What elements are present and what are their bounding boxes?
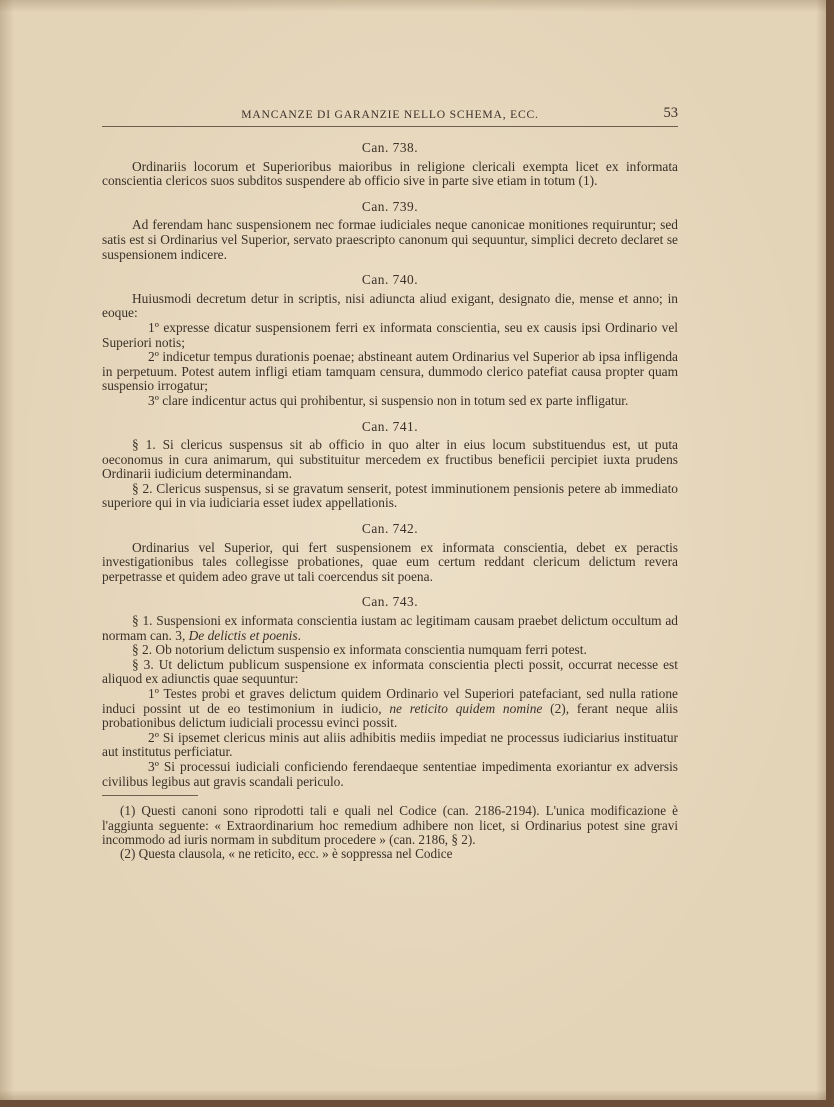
page-edge-bottom [0, 1100, 834, 1107]
canon-paragraph: § 1. Si clericus suspensus sit ab officio in quo alter in eius locum substituendus est, ut puta oeconomus in cura animarum, qui substituitur mercedem ex fructibus beneficii percipiet iuxta prudens Ordinarii iudicium determinandam. [102, 437, 678, 482]
canon-item: 3º clare indicentur actus qui prohibentur, si suspensio non in totum sed ex parte infligatur. [148, 392, 629, 408]
canon-heading: Can. 742. [361, 521, 419, 537]
footnote: (1) Questi canoni sono riprodotti tali e quali nel Codice (can. 2186-2194). L'unica modificazione è l'aggiunta seguente: « Extraordinarium hoc remedium adhibere non licet, si Ordinarius potest sine gravi incommodo ad iuris normam in subditum procedere » (can. 2186, § 2). [102, 803, 678, 847]
canon-paragraph: Ad ferendam hanc suspensionem nec formae iudiciales neque canonicae monitiones requiruntur; sed satis est si Ordinarius vel Superior, servato praescripto canonum qui sequuntur, simplici decreto declaret se suspensionem indicere. [102, 217, 678, 262]
canon-item [102, 687, 678, 731]
canon-heading: Can. 739. [361, 198, 419, 214]
canon-738 [102, 141, 678, 189]
canon-paragraph: Ordinariis locorum et Superioribus maioribus in religione clericali exempta licet ex informata conscientia clericos suos subditos suspendere ab officio sive in parte sive etiam in totum (1). [102, 158, 678, 189]
page-edge-right [826, 0, 834, 1107]
canon-item: 1º expresse dicatur suspensionem ferri ex informata conscientia, seu ex causis ipsi Ordinario vel Superiori notis; [102, 319, 678, 350]
canon-heading: Can. 740. [361, 272, 419, 288]
footnote: (2) Questa clausola, « ne reticito, ecc. » è soppressa nel Codice [120, 846, 453, 862]
canon-paragraph: § 3. Ut delictum publicum suspensione ex informata conscientia plecti possit, occurrat necesse est aliquod ex adiunctis quae sequuntur: [102, 656, 678, 687]
canon-740 [102, 273, 678, 408]
canon-item: 3º Si processui iudiciali conficiendo ferendaeque sententiae impedimenta exoriantur ex adversis civilibus legibus aut gravis scandali periculo. [102, 758, 678, 789]
running-head [102, 106, 678, 127]
italic-clause: ne reticito quidem nomine [389, 700, 543, 716]
footnotes [102, 804, 678, 862]
canon-paragraph: § 2. Clericus suspensus, si se gravatum senserit, potest imminutionem pensionis petere ab immediato superiore qui in via iudiciaria esset iudex appellationis. [102, 480, 678, 511]
canon-paragraph [102, 614, 678, 643]
italic-citation: De delictis et poenis [188, 627, 298, 643]
text-run: § 1. Suspensioni ex informata conscientia iustam ac legitimam causam praebet delictum occultum ad normam can. 3, [102, 613, 678, 643]
page-content [102, 106, 678, 862]
footnote-divider [102, 795, 198, 796]
canon-heading: Can. 743. [361, 594, 419, 610]
canon-item: 2º Si ipsemet clericus minis aut aliis adhibitis mediis impediat ne processus iudiciarius instituatur aut institutus perficiatur. [102, 729, 678, 760]
canon-742 [102, 522, 678, 584]
text-run: (2), ferant neque aliis probationibus delictum iudiciali processu evinci possit. [102, 700, 678, 731]
canon-743 [102, 595, 678, 789]
canon-heading: Can. 741. [361, 418, 419, 434]
running-title: MANCANZE DI GARANZIE NELLO SCHEMA, ECC. [241, 108, 539, 121]
canon-paragraph: Ordinarius vel Superior, qui fert suspensionem ex informata conscientia, debet ex peractis investigationibus tales collegisse probationes, quae eum certum reddant clericum delictum revera perpetrasse et quidem adeo grave ut tali coercendus sit poena. [102, 539, 678, 584]
text-run: 1º Testes probi et graves delictum quidem Ordinario vel Superiori patefaciant, sed nulla ratione induci possint ut de eo testimonium in iudicio, [102, 686, 678, 716]
canon-paragraph: § 2. Ob notorium delictum suspensio ex informata conscientia numquam ferri potest. [132, 642, 587, 658]
canon-739 [102, 200, 678, 262]
canon-paragraph: Huiusmodi decretum detur in scriptis, nisi adiuncta aliud exigant, designato die, mense et anno; in eoque: [102, 290, 678, 321]
page-number: 53 [663, 105, 678, 121]
text-run: . [297, 627, 301, 643]
canon-741 [102, 420, 678, 512]
canon-heading: Can. 738. [361, 140, 419, 155]
canon-item: 2º indicetur tempus durationis poenae; abstineant autem Ordinarius vel Superior ab ipsa infligenda in perpetuum. Potest autem infligi etiam tamquam censura, dummodo clerico patefiat causa propter quam suspensio irrogatur; [102, 349, 678, 394]
